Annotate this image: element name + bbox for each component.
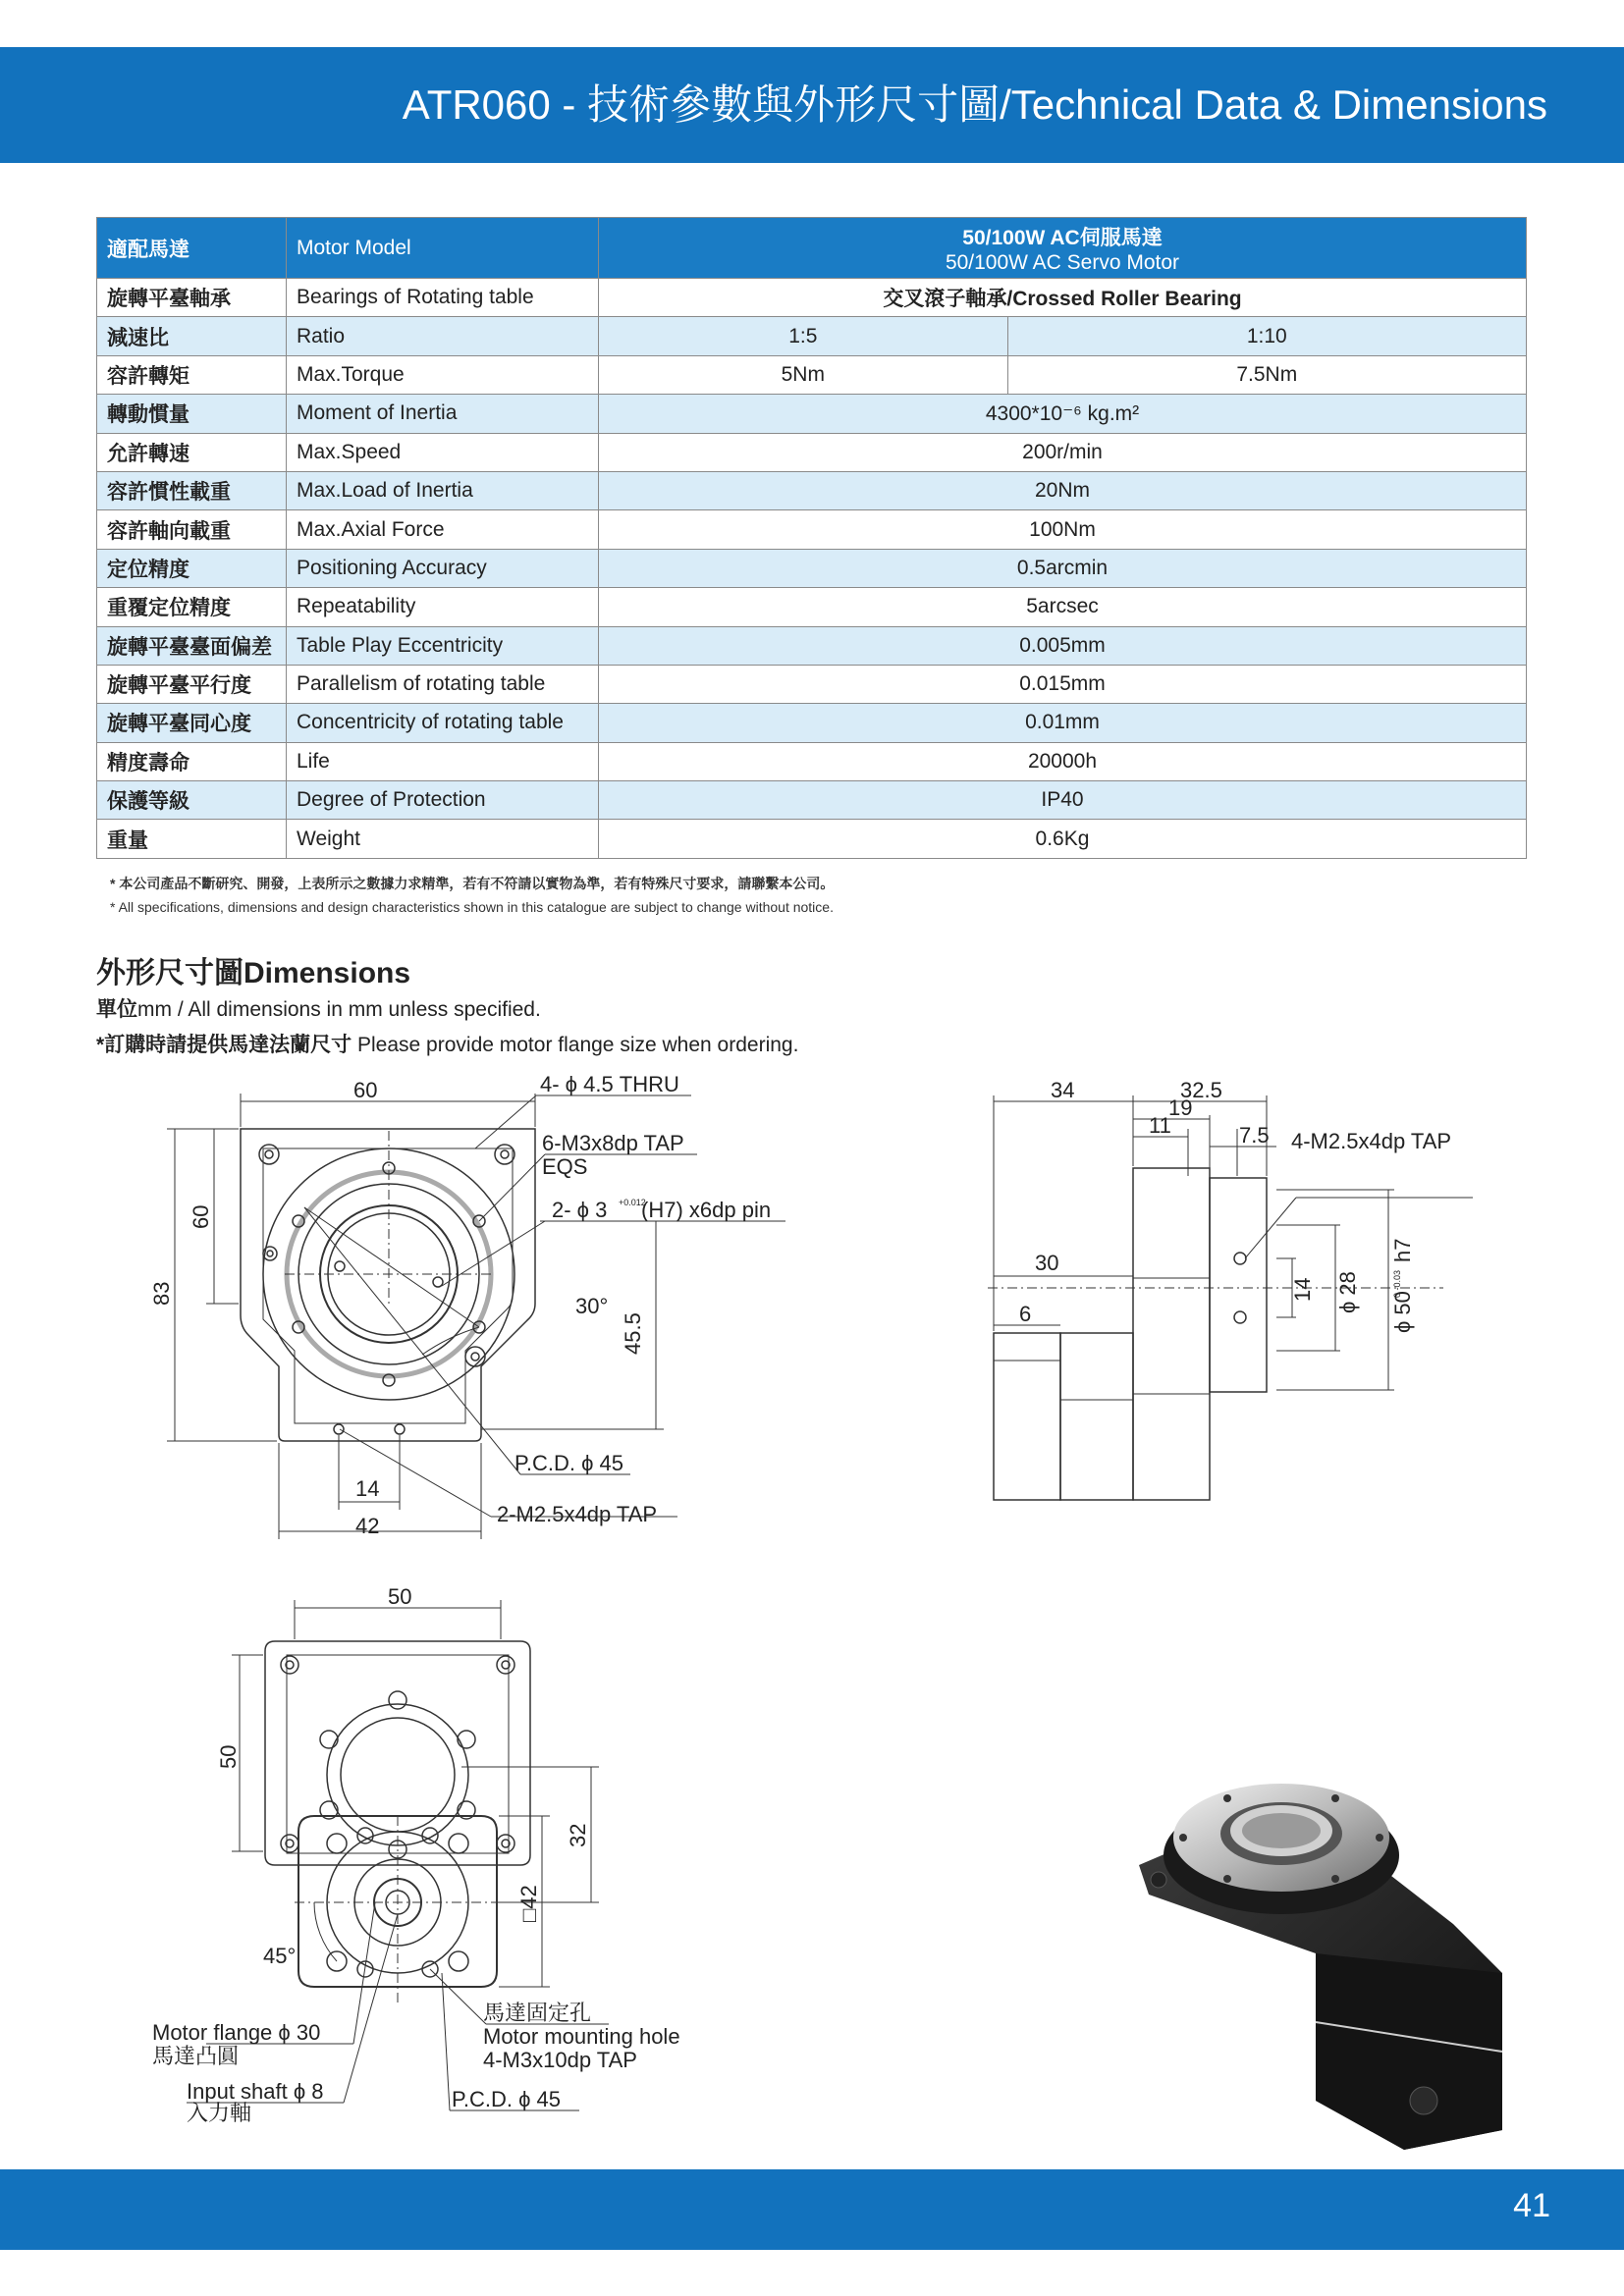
dim-83: 83	[149, 1281, 174, 1306]
row-label-zh: 容許轉矩	[97, 355, 287, 394]
label-mount-tap: 4-M3x10dp TAP	[483, 2048, 637, 2072]
label-pcd: P.C.D. ϕ 45	[452, 2087, 561, 2111]
table-row	[97, 471, 1527, 509]
row-value: 0.01mm	[599, 704, 1527, 742]
label-pin: 2- ϕ 3	[552, 1198, 608, 1222]
dim-30: 30	[1035, 1251, 1059, 1275]
label-pin-tol: +0.012	[619, 1198, 646, 1207]
dim-sq42: □42	[516, 1885, 541, 1922]
row-label-en: Concentricity of rotating table	[287, 704, 599, 742]
label-shaft-en: Input shaft ϕ 8	[187, 2079, 324, 2104]
row-label-en: Repeatability	[287, 588, 599, 626]
row-value: 20000h	[599, 742, 1527, 780]
row-label-en: Positioning Accuracy	[287, 549, 599, 587]
row-label-zh: 精度壽命	[97, 742, 287, 780]
order-note	[96, 1029, 798, 1058]
dim-45-deg: 45°	[263, 1944, 297, 1968]
row-value-ratio-10: 1:10	[1007, 317, 1526, 355]
dim-50-fit: h7	[1390, 1238, 1415, 1262]
note-zh: * 本公司產品不斷研究、開發，上表所示之數據力求精準，若有不符請以實物為準，若有特殊尺寸要求，請聯繫本公司。	[110, 876, 835, 891]
note-en: * All specifications, dimensions and design characteristics shown in this catalogue are subject to change without notice.	[110, 899, 834, 915]
row-value: 200r/min	[599, 433, 1527, 471]
dim-14: 14	[1290, 1277, 1315, 1302]
label-pcd: P.C.D. ϕ 45	[514, 1451, 623, 1475]
drawing-top-view	[147, 1070, 854, 1551]
row-label-en: Life	[287, 742, 599, 780]
row-value: IP40	[599, 781, 1527, 820]
label-flange-zh: 馬達凸圓	[152, 2044, 240, 2068]
unit-note	[96, 993, 541, 1023]
row-value: 0.015mm	[599, 665, 1527, 703]
table-row	[97, 279, 1527, 317]
spec-table-header-row	[97, 218, 1527, 279]
dimensions-heading: 外形尺寸圖Dimensions	[96, 957, 411, 989]
gear-housing	[1060, 1333, 1133, 1500]
side-hole	[1234, 1253, 1246, 1264]
drawing-bottom-view	[147, 1584, 756, 2140]
dim-28: ϕ 28	[1335, 1271, 1360, 1313]
order-note-zh: *訂購時請提供馬達法蘭尺寸	[96, 1034, 352, 1056]
dim-45-5: 45.5	[621, 1312, 645, 1355]
label-tap6: 6-M3x8dp TAP	[542, 1131, 684, 1155]
dim-50-left: 50	[216, 1744, 241, 1769]
table-row	[97, 549, 1527, 587]
dim-7-5: 7.5	[1239, 1123, 1270, 1148]
header-value-zh: 50/100W AC伺服馬達	[962, 226, 1163, 249]
row-label-en: Max.Axial Force	[287, 510, 599, 549]
header-value-en: 50/100W AC Servo Motor	[945, 250, 1180, 274]
table-row	[97, 704, 1527, 742]
row-label-zh: 重量	[97, 820, 287, 858]
row-value-ratio-5: 1:5	[599, 317, 1008, 355]
row-value: 0.5arcmin	[599, 549, 1527, 587]
row-label-en: Degree of Protection	[287, 781, 599, 820]
row-label-en: Ratio	[287, 317, 599, 355]
row-label-en: Moment of Inertia	[287, 395, 599, 433]
table-row	[97, 665, 1527, 703]
row-label-en: Parallelism of rotating table	[287, 665, 599, 703]
row-value: 20Nm	[599, 471, 1527, 509]
order-note-en: Please provide motor flange size when ordering.	[352, 1034, 799, 1056]
table-row	[97, 588, 1527, 626]
table-row	[97, 626, 1527, 665]
bottom-tap-hole	[334, 1424, 344, 1434]
row-label-zh: 重覆定位精度	[97, 588, 287, 626]
dim-6: 6	[1019, 1302, 1032, 1326]
table-row	[97, 820, 1527, 858]
dim-32: 32	[566, 1823, 590, 1847]
row-label-zh: 旋轉平臺軸承	[97, 279, 287, 317]
label-mount-zh: 馬達固定孔	[483, 2001, 592, 2025]
row-label-zh: 旋轉平臺同心度	[97, 704, 287, 742]
row-value-ratio-5: 5Nm	[599, 355, 1008, 394]
row-label-en: Bearings of Rotating table	[287, 279, 599, 317]
label-tap2: 2-M2.5x4dp TAP	[497, 1502, 658, 1526]
row-value: 4300*10⁻⁶ kg.m²	[599, 395, 1527, 433]
row-value: 交叉滾子軸承/Crossed Roller Bearing	[599, 279, 1527, 317]
header-label-en: Motor Model	[287, 218, 599, 279]
table-row	[97, 355, 1527, 394]
tap2-leader	[340, 1429, 491, 1517]
flange-inner-outline	[263, 1148, 513, 1423]
row-label-en: Max.Speed	[287, 433, 599, 471]
dim-50-tol: 0 -0.03	[1392, 1269, 1402, 1298]
dim-60-top: 60	[353, 1078, 378, 1102]
dim-30-deg: 30°	[575, 1294, 609, 1318]
dim-50: ϕ 50	[1390, 1291, 1415, 1333]
dim-34: 34	[1051, 1078, 1075, 1102]
flange-plate	[1210, 1178, 1267, 1392]
table-row	[97, 395, 1527, 433]
table-row	[97, 781, 1527, 820]
row-label-zh: 旋轉平臺平行度	[97, 665, 287, 703]
label-eqs: EQS	[542, 1154, 588, 1179]
drawing-side-view	[982, 1070, 1492, 1541]
row-label-en: Max.Load of Inertia	[287, 471, 599, 509]
table-row	[97, 317, 1527, 355]
row-value: 5arcsec	[599, 588, 1527, 626]
page-number: 41	[1513, 2187, 1550, 2224]
label-thru: 4- ϕ 4.5 THRU	[540, 1072, 679, 1096]
row-value: 0.6Kg	[599, 820, 1527, 858]
dim-42: 42	[355, 1514, 380, 1538]
page-title: ATR060 - 技術參數與外形尺寸圖/Technical Data & Dimensions	[402, 81, 1547, 128]
row-label-zh: 允許轉速	[97, 433, 287, 471]
row-label-zh: 容許慣性載重	[97, 471, 287, 509]
label-pin-rest: (H7) x6dp pin	[641, 1198, 772, 1222]
spec-table	[96, 217, 1527, 859]
row-label-zh: 減速比	[97, 317, 287, 355]
table-row	[97, 510, 1527, 549]
unit-note-en: mm / All dimensions in mm unless specified.	[137, 998, 541, 1021]
label-mount-en: Motor mounting hole	[483, 2024, 680, 2049]
header-banner	[0, 47, 1624, 163]
dim-19: 19	[1168, 1095, 1193, 1120]
row-value: 0.005mm	[599, 626, 1527, 665]
row-label-zh: 旋轉平臺臺面偏差	[97, 626, 287, 665]
motor-body	[994, 1333, 1060, 1500]
row-label-zh: 容許軸向載重	[97, 510, 287, 549]
label-shaft-zh: 入力軸	[187, 2101, 252, 2125]
table-body	[1133, 1168, 1210, 1500]
dim-32-5: 32.5	[1180, 1078, 1222, 1102]
row-value: 100Nm	[599, 510, 1527, 549]
row-value-ratio-10: 7.5Nm	[1007, 355, 1526, 394]
footer-banner	[0, 2169, 1624, 2250]
dim-50-top: 50	[388, 1584, 412, 1609]
header-label-zh: 適配馬達	[97, 218, 287, 279]
row-label-en: Table Play Eccentricity	[287, 626, 599, 665]
unit-note-zh: 單位	[96, 998, 137, 1021]
label-tap4: 4-M2.5x4dp TAP	[1291, 1129, 1452, 1153]
dim-14: 14	[355, 1476, 380, 1501]
side-hole	[1234, 1311, 1246, 1323]
header-value	[599, 218, 1527, 279]
product-photo	[1129, 1777, 1551, 2150]
table-row	[97, 433, 1527, 471]
row-label-zh: 保護等級	[97, 781, 287, 820]
row-label-en: Weight	[287, 820, 599, 858]
row-label-zh: 定位精度	[97, 549, 287, 587]
dim-60-left: 60	[189, 1204, 213, 1229]
row-label-en: Max.Torque	[287, 355, 599, 394]
row-label-zh: 轉動慣量	[97, 395, 287, 433]
table-row	[97, 742, 1527, 780]
bottom-tap-hole	[395, 1424, 405, 1434]
dim-11: 11	[1149, 1113, 1171, 1138]
label-flange-en: Motor flange ϕ 30	[152, 2020, 321, 2045]
